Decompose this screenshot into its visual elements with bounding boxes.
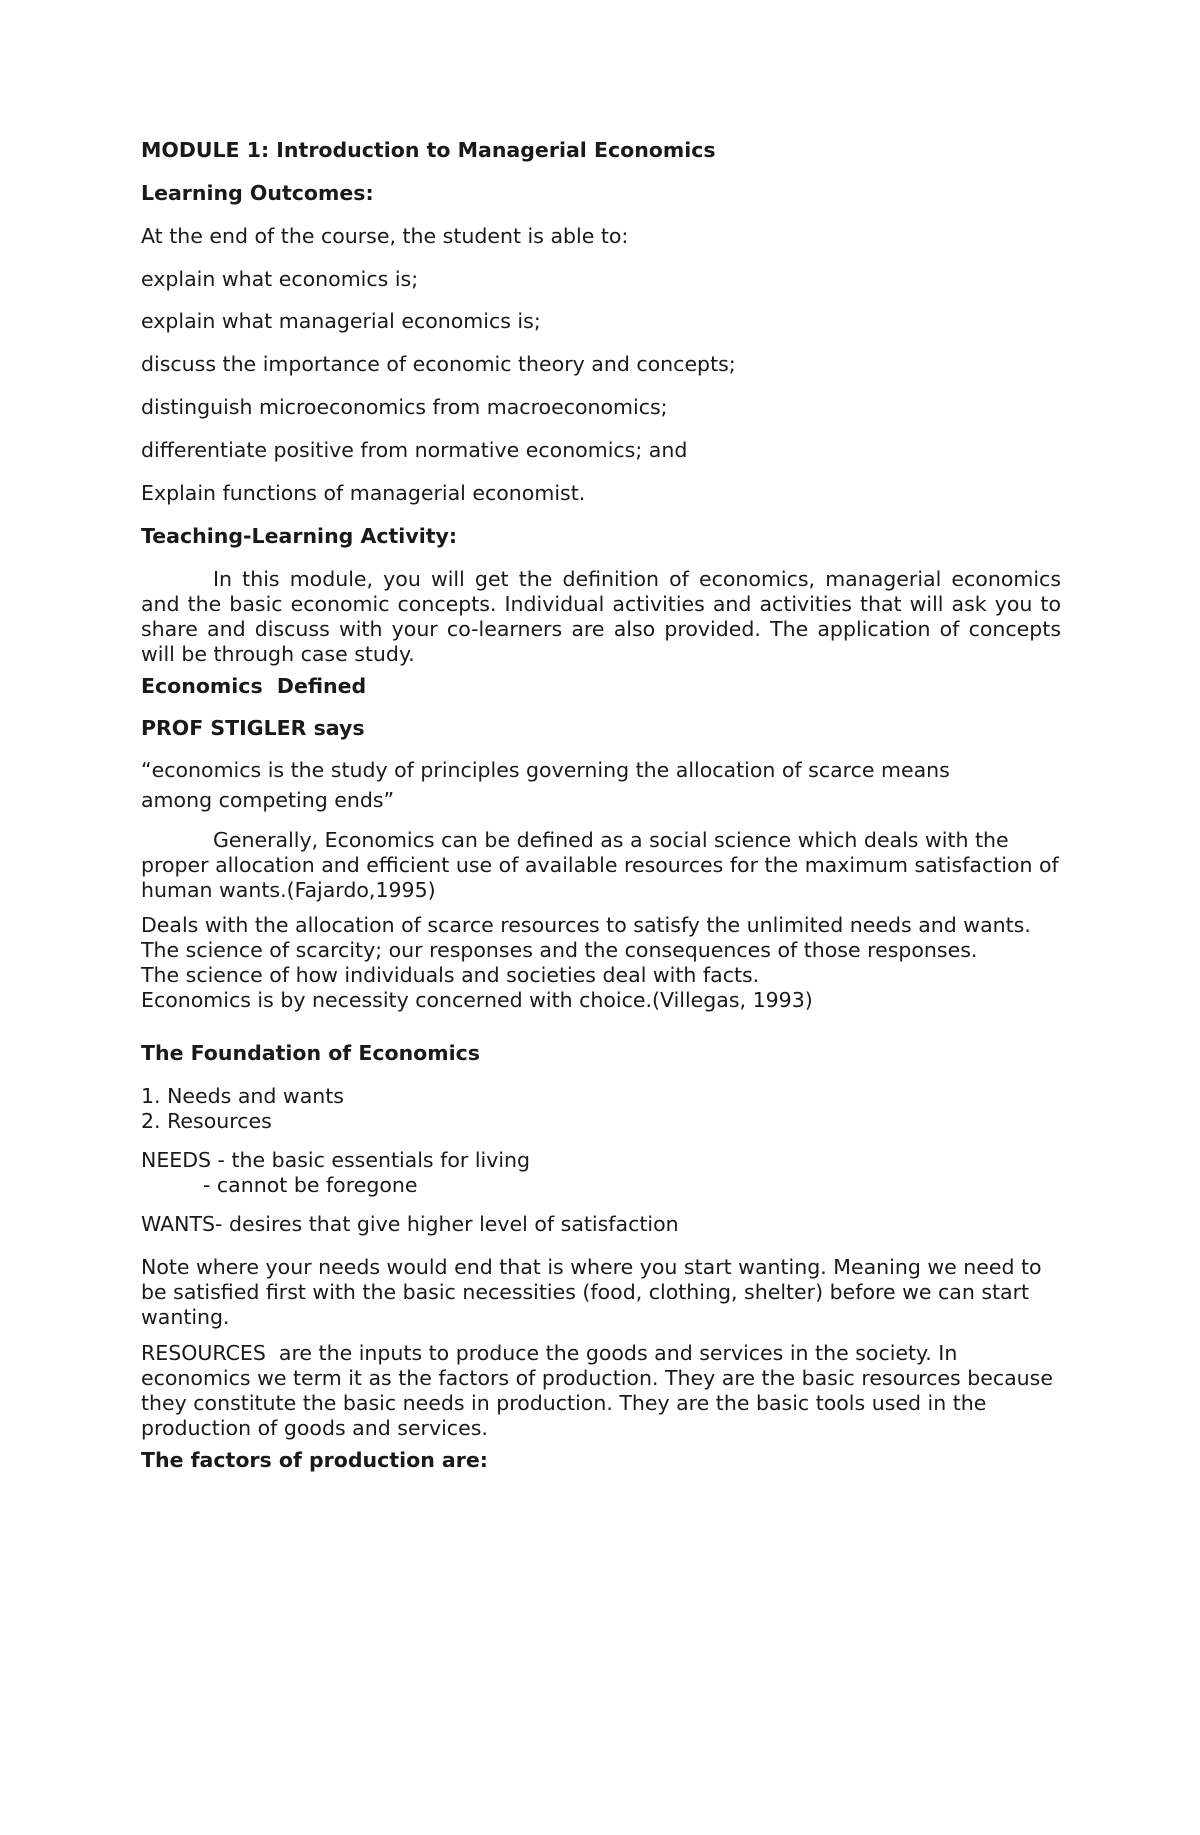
definition-line: Deals with the allocation of scarce resources to satisfy the unlimited needs and wants. bbox=[141, 913, 1031, 937]
definitions-list bbox=[141, 913, 1061, 1013]
definition-line: The science of how individuals and societies deal with facts. bbox=[141, 963, 760, 987]
teaching-learning-heading: Teaching-Learning Activity: bbox=[141, 524, 458, 548]
outcome-item: Explain functions of managerial economist. bbox=[141, 481, 586, 505]
module-title: MODULE 1: Introduction to Managerial Economics bbox=[141, 138, 716, 162]
foundation-list bbox=[141, 1084, 344, 1134]
definition-line: Economics is by necessity concerned with choice.(Villegas, 1993) bbox=[141, 988, 813, 1012]
needs-definition bbox=[141, 1148, 530, 1198]
foundation-heading: The Foundation of Economics bbox=[141, 1041, 481, 1065]
factors-heading: The factors of production are: bbox=[141, 1448, 488, 1472]
needs-sub-line: - cannot be foregone bbox=[203, 1173, 418, 1197]
definition-line: The science of scarcity; our responses and the consequences of those responses. bbox=[141, 938, 978, 962]
generally-paragraph: Generally, Economics can be defined as a social science which deals with the proper allocation and efficient use of available resources for the maximum satisfaction of human wants.(Fajardo,1995) bbox=[141, 828, 1059, 902]
outcome-item: explain what economics is; bbox=[141, 267, 419, 291]
resources-paragraph: RESOURCES are the inputs to produce the goods and services in the society. In economics we term it as the factors of production. They are the basic resources because they constitute the basic needs in production. They are the basic tools used in the production of goods and services. bbox=[141, 1341, 1060, 1440]
outcome-item: differentiate positive from normative economics; and bbox=[141, 438, 688, 462]
outcome-item: distinguish microeconomics from macroeconomics; bbox=[141, 395, 668, 419]
economics-defined-heading: Economics Defined bbox=[141, 674, 367, 698]
stigler-quote-line-1: “economics is the study of principles governing the allocation of scarce means bbox=[141, 758, 950, 782]
tla-paragraph: In this module, you will get the definition of economics, managerial economics and the basic economic concepts. Individual activities and activities that will ask you to share and discuss with your co-learners are also provided. The application of concepts will be through case study. bbox=[141, 567, 1061, 666]
outcome-item: discuss the importance of economic theory and concepts; bbox=[141, 352, 736, 376]
stigler-heading: PROF STIGLER says bbox=[141, 716, 365, 740]
wants-line: WANTS- desires that give higher level of satisfaction bbox=[141, 1212, 679, 1236]
stigler-quote-line-2: among competing ends” bbox=[141, 788, 395, 812]
note-paragraph: Note where your needs would end that is where you start wanting. Meaning we need to be satisfied first with the basic necessities (food, clothing, shelter) before we can start wanting. bbox=[141, 1255, 1042, 1329]
foundation-item: 2. Resources bbox=[141, 1109, 272, 1133]
outcome-item: explain what managerial economics is; bbox=[141, 309, 541, 333]
foundation-item: 1. Needs and wants bbox=[141, 1084, 344, 1108]
outcomes-intro: At the end of the course, the student is able to: bbox=[141, 224, 629, 248]
learning-outcomes-heading: Learning Outcomes: bbox=[141, 181, 374, 205]
needs-line: NEEDS - the basic essentials for living bbox=[141, 1148, 531, 1172]
